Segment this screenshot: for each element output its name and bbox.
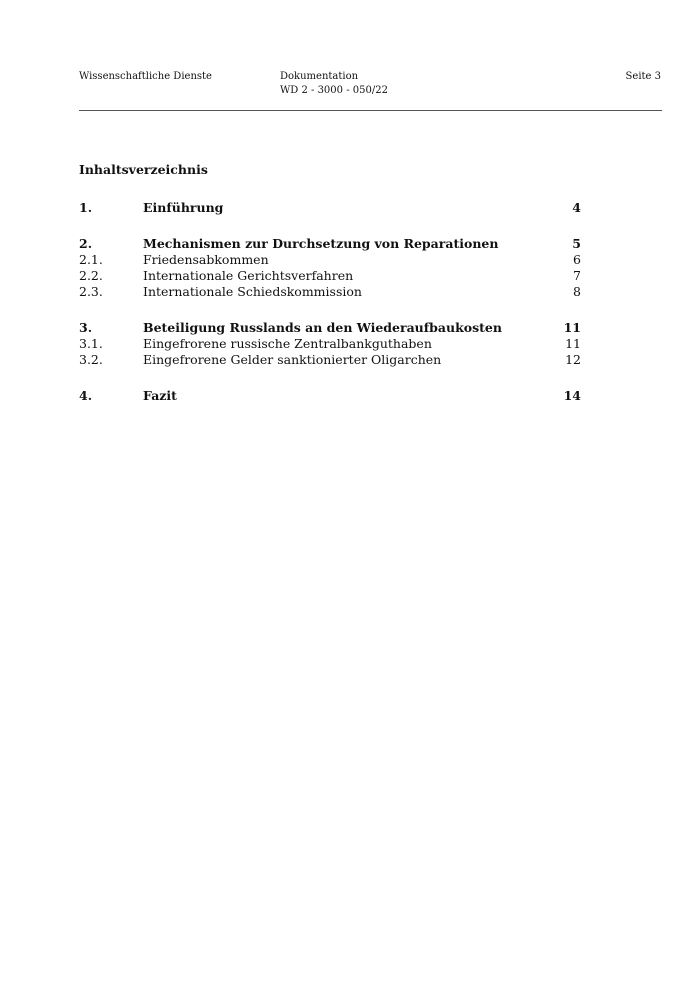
toc-entry-page: 6 [573,252,581,267]
toc-entry-page: 12 [565,352,581,367]
toc-chapter-entry[interactable] [79,236,581,252]
toc-subsection-entry[interactable] [79,284,581,300]
toc-entry-number: 3. [79,320,93,335]
table-of-contents [79,200,581,404]
toc-entry-title: Friedensabkommen [143,252,269,267]
toc-entry-title: Internationale Gerichtsverfahren [143,268,354,283]
toc-subsection-entry[interactable] [79,268,581,284]
toc-entry-number: 3.2. [79,352,103,367]
toc-entry-number: 2.2. [79,268,103,283]
toc-entry-page: 5 [572,236,581,251]
toc-chapter-entry[interactable] [79,320,581,336]
toc-entry-number: 3.1. [79,336,103,351]
toc-entry-number: 4. [79,388,93,403]
header-institution: Wissenschaftliche Dienste [79,71,212,82]
header-page-number: Seite 3 [625,71,661,82]
toc-entry-page: 8 [573,284,581,299]
toc-subsection-entry[interactable] [79,252,581,268]
toc-subsection-entry[interactable] [79,352,581,368]
toc-entry-number: 2.3. [79,284,103,299]
toc-entry-page: 11 [565,336,581,351]
toc-entry-page: 4 [572,200,581,215]
toc-entry-title: Beteiligung Russlands an den Wiederaufbaukosten [143,320,502,335]
toc-subsection-entry[interactable] [79,336,581,352]
toc-chapter-entry[interactable] [79,388,581,404]
header-document-info [280,70,388,98]
toc-title: Inhaltsverzeichnis [79,162,208,177]
toc-entry-title: Internationale Schiedskommission [143,284,362,299]
toc-entry-number: 1. [79,200,93,215]
toc-entry-title: Fazit [143,388,177,403]
header-document-number: WD 2 - 3000 - 050/22 [280,85,388,96]
toc-entry-number: 2. [79,236,93,251]
header-divider [79,110,662,111]
header-document-type: Dokumentation [280,71,359,82]
page-header [79,70,662,110]
toc-entry-page: 7 [573,268,581,283]
toc-entry-title: Mechanismen zur Durchsetzung von Reparationen [143,236,499,251]
toc-entry-page: 11 [563,320,581,335]
toc-entry-title: Eingefrorene russische Zentralbankguthaben [143,336,432,351]
toc-entry-title: Einführung [143,200,224,215]
toc-chapter-entry[interactable] [79,200,581,216]
toc-entry-title: Eingefrorene Gelder sanktionierter Oligarchen [143,352,442,367]
toc-entry-page: 14 [563,388,581,403]
toc-entry-number: 2.1. [79,252,103,267]
